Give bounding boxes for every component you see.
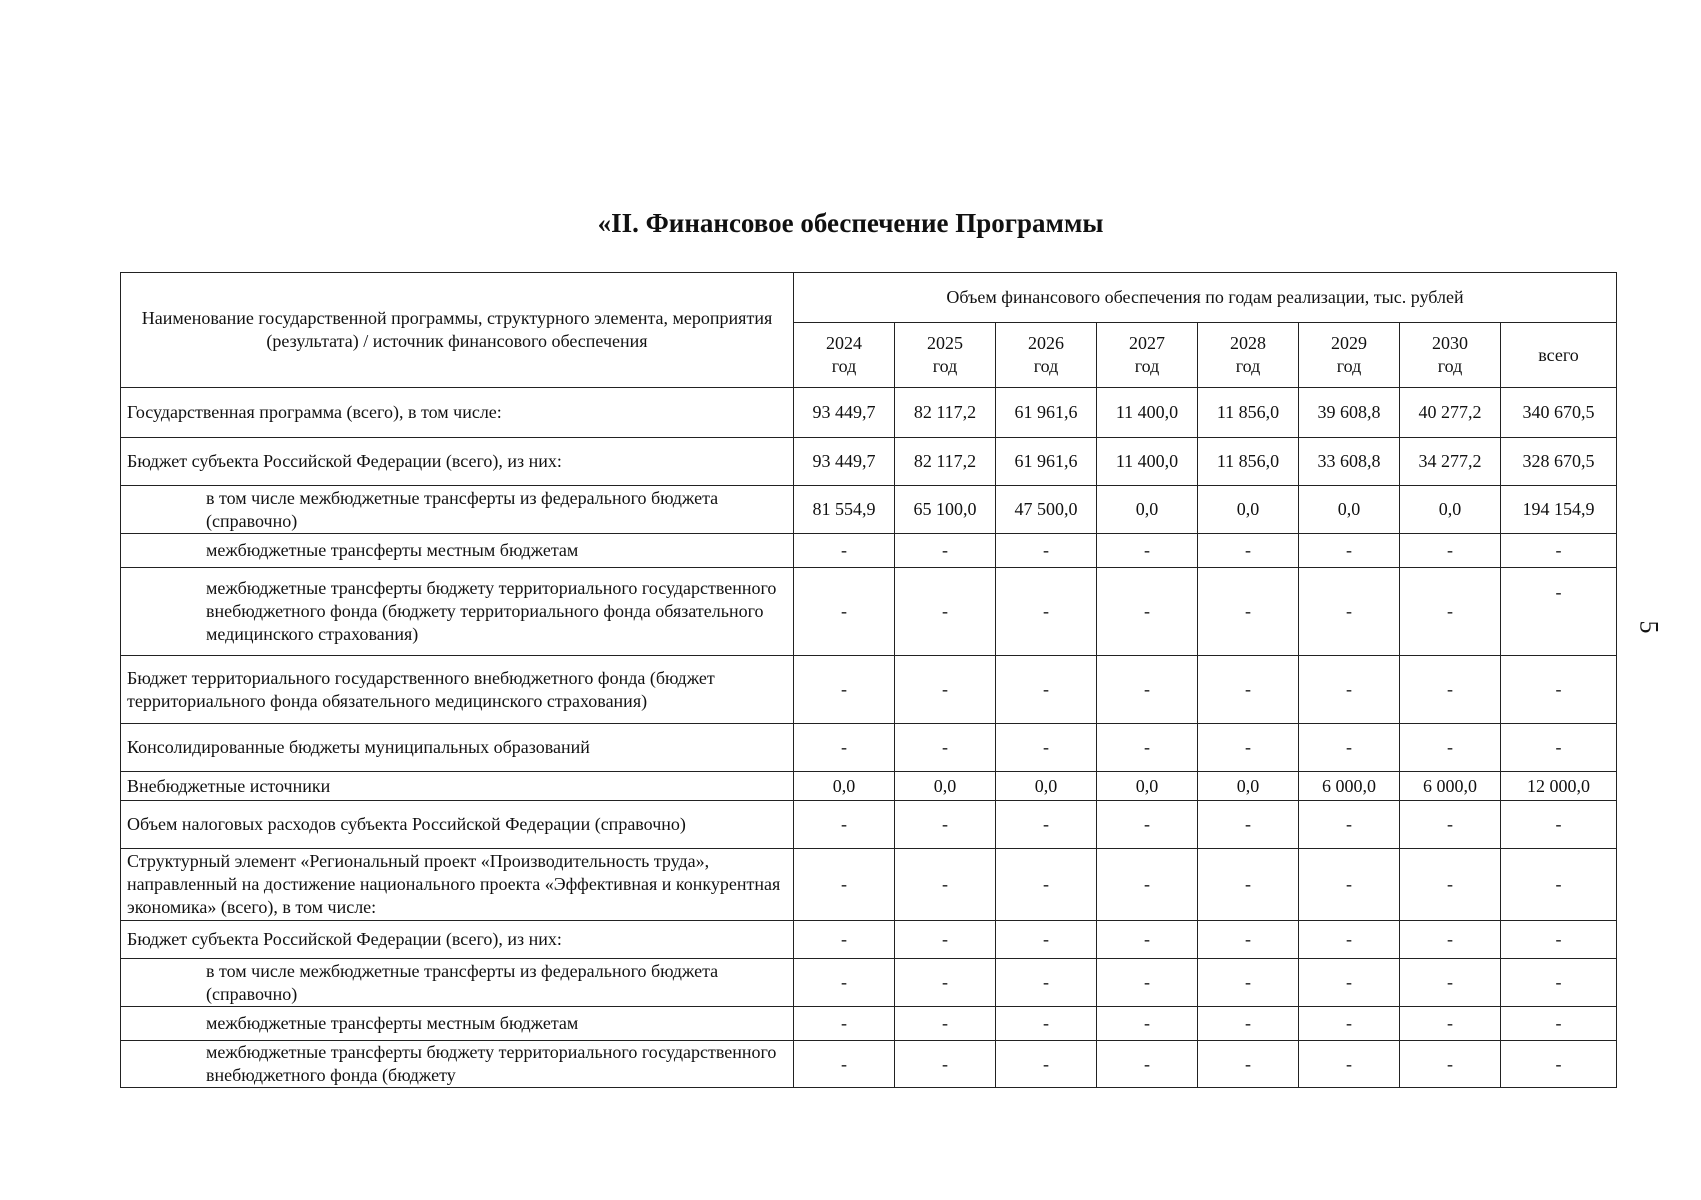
row-year-value: - bbox=[1400, 849, 1501, 921]
row-year-value: 0,0 bbox=[996, 772, 1097, 801]
table-row bbox=[121, 849, 1617, 921]
header-year-value: 2030 bbox=[1432, 333, 1468, 353]
row-year-value: 11 400,0 bbox=[1097, 388, 1198, 438]
row-year-value: - bbox=[996, 849, 1097, 921]
row-year-value: - bbox=[895, 921, 996, 959]
header-year-value: 2029 bbox=[1331, 333, 1367, 353]
row-year-value: 11 856,0 bbox=[1198, 438, 1299, 486]
row-year-value: - bbox=[1400, 656, 1501, 724]
row-year-value: - bbox=[794, 921, 895, 959]
header-year-unit: год bbox=[1033, 356, 1059, 376]
header-year-value: 2025 bbox=[927, 333, 963, 353]
header-year-value: 2028 bbox=[1230, 333, 1266, 353]
row-year-value: - bbox=[1299, 534, 1400, 568]
row-year-value: 82 117,2 bbox=[895, 438, 996, 486]
row-year-value: - bbox=[1299, 568, 1400, 656]
row-year-value: 34 277,2 bbox=[1400, 438, 1501, 486]
row-year-value: - bbox=[895, 959, 996, 1007]
row-year-value: 39 608,8 bbox=[1299, 388, 1400, 438]
row-year-value: - bbox=[1299, 849, 1400, 921]
row-year-value: - bbox=[1400, 534, 1501, 568]
table-row bbox=[121, 1007, 1617, 1041]
header-total: всего bbox=[1501, 323, 1617, 388]
row-year-value: - bbox=[794, 656, 895, 724]
row-year-value: - bbox=[1097, 568, 1198, 656]
table-row bbox=[121, 656, 1617, 724]
row-year-value: - bbox=[1198, 849, 1299, 921]
row-year-value: 0,0 bbox=[1400, 486, 1501, 534]
row-year-value: 93 449,7 bbox=[794, 438, 895, 486]
financing-table bbox=[120, 272, 1617, 1088]
row-name: Государственная программа (всего), в том числе: bbox=[121, 388, 794, 438]
row-year-value: 11 400,0 bbox=[1097, 438, 1198, 486]
table-row bbox=[121, 534, 1617, 568]
header-year bbox=[1400, 323, 1501, 388]
row-total-value: 340 670,5 bbox=[1501, 388, 1617, 438]
row-year-value: - bbox=[1097, 656, 1198, 724]
row-year-value: - bbox=[794, 1007, 895, 1041]
row-year-value: - bbox=[996, 656, 1097, 724]
row-year-value: 33 608,8 bbox=[1299, 438, 1400, 486]
row-name: Внебюджетные источники bbox=[121, 772, 794, 801]
row-total-value: - bbox=[1501, 921, 1617, 959]
row-year-value: 0,0 bbox=[1097, 772, 1198, 801]
row-year-value: - bbox=[996, 724, 1097, 772]
row-year-value: - bbox=[1198, 801, 1299, 849]
row-year-value: - bbox=[1198, 1041, 1299, 1088]
row-total-value: 194 154,9 bbox=[1501, 486, 1617, 534]
row-year-value: - bbox=[996, 921, 1097, 959]
row-year-value: - bbox=[895, 724, 996, 772]
row-year-value: 61 961,6 bbox=[996, 438, 1097, 486]
row-year-value: - bbox=[895, 849, 996, 921]
header-year bbox=[1097, 323, 1198, 388]
row-year-value: - bbox=[794, 724, 895, 772]
row-name: межбюджетные трансферты бюджету территориального государственного внебюджетного фонда (бюджету территориального фонда обязательного медицинского страхования) bbox=[121, 568, 794, 656]
row-year-value: - bbox=[1400, 568, 1501, 656]
row-name: Структурный элемент «Региональный проект «Производительность труда», направленный на достижение национального проекта «Эффективная и конкурентная экономика» (всего), в том числе: bbox=[121, 849, 794, 921]
table-row bbox=[121, 921, 1617, 959]
row-year-value: - bbox=[1198, 568, 1299, 656]
row-year-value: - bbox=[1400, 921, 1501, 959]
row-year-value: - bbox=[1299, 656, 1400, 724]
header-year-value: 2024 bbox=[826, 333, 862, 353]
row-year-value: - bbox=[1198, 1007, 1299, 1041]
row-year-value: - bbox=[1400, 1007, 1501, 1041]
row-year-value: - bbox=[1400, 1041, 1501, 1088]
table-row bbox=[121, 568, 1617, 656]
table-row bbox=[121, 438, 1617, 486]
row-year-value: - bbox=[1198, 656, 1299, 724]
row-year-value: 65 100,0 bbox=[895, 486, 996, 534]
row-year-value: 82 117,2 bbox=[895, 388, 996, 438]
row-year-value: 61 961,6 bbox=[996, 388, 1097, 438]
page-title: «II. Финансовое обеспечение Программы bbox=[597, 208, 1104, 238]
row-total-value: - bbox=[1501, 724, 1617, 772]
row-name: межбюджетные трансферты местным бюджетам bbox=[121, 534, 794, 568]
row-year-value: 0,0 bbox=[1198, 772, 1299, 801]
row-name: Бюджет субъекта Российской Федерации (всего), из них: bbox=[121, 921, 794, 959]
row-year-value: - bbox=[895, 1007, 996, 1041]
row-year-value: 81 554,9 bbox=[794, 486, 895, 534]
row-year-value: - bbox=[996, 801, 1097, 849]
header-year bbox=[1198, 323, 1299, 388]
header-name-column: Наименование государственной программы, структурного элемента, мероприятия (результата) / источник финансового обеспечения bbox=[121, 273, 794, 388]
row-year-value: - bbox=[1299, 921, 1400, 959]
row-total-value: 328 670,5 bbox=[1501, 438, 1617, 486]
header-year bbox=[794, 323, 895, 388]
header-year bbox=[1299, 323, 1400, 388]
row-year-value: - bbox=[1097, 1007, 1198, 1041]
row-year-value: - bbox=[996, 1041, 1097, 1088]
row-year-value: 0,0 bbox=[794, 772, 895, 801]
row-year-value: - bbox=[1299, 724, 1400, 772]
row-total-value: - bbox=[1501, 1007, 1617, 1041]
row-year-value: - bbox=[1299, 1007, 1400, 1041]
row-year-value: 0,0 bbox=[895, 772, 996, 801]
row-year-value: - bbox=[895, 534, 996, 568]
row-year-value: - bbox=[1097, 849, 1198, 921]
row-year-value: - bbox=[895, 801, 996, 849]
table-row bbox=[121, 772, 1617, 801]
row-year-value: - bbox=[996, 568, 1097, 656]
header-year-value: 2027 bbox=[1129, 333, 1165, 353]
row-total-value: - bbox=[1501, 801, 1617, 849]
row-name: Объем налоговых расходов субъекта Российской Федерации (справочно) bbox=[121, 801, 794, 849]
row-total-value: - bbox=[1501, 959, 1617, 1007]
row-year-value: 0,0 bbox=[1198, 486, 1299, 534]
row-name: Консолидированные бюджеты муниципальных образований bbox=[121, 724, 794, 772]
header-year-unit: год bbox=[1336, 356, 1362, 376]
row-year-value: - bbox=[794, 568, 895, 656]
table-body bbox=[121, 388, 1617, 1088]
row-year-value: - bbox=[1097, 724, 1198, 772]
row-year-value: - bbox=[1400, 959, 1501, 1007]
row-year-value: - bbox=[996, 959, 1097, 1007]
row-year-value: 93 449,7 bbox=[794, 388, 895, 438]
header-year-unit: год bbox=[1235, 356, 1261, 376]
table-row bbox=[121, 801, 1617, 849]
row-name: в том числе межбюджетные трансферты из федерального бюджета (справочно) bbox=[121, 486, 794, 534]
row-year-value: - bbox=[996, 1007, 1097, 1041]
row-year-value: - bbox=[794, 534, 895, 568]
row-year-value: - bbox=[794, 959, 895, 1007]
page-number: 5 bbox=[1634, 620, 1664, 634]
row-year-value: 11 856,0 bbox=[1198, 388, 1299, 438]
row-year-value: - bbox=[794, 849, 895, 921]
row-year-value: - bbox=[1198, 724, 1299, 772]
row-year-value: - bbox=[1299, 1041, 1400, 1088]
row-year-value: - bbox=[1097, 1041, 1198, 1088]
header-year-value: 2026 bbox=[1028, 333, 1064, 353]
row-year-value: - bbox=[1198, 959, 1299, 1007]
row-name: в том числе межбюджетные трансферты из федерального бюджета (справочно) bbox=[121, 959, 794, 1007]
row-year-value: 47 500,0 bbox=[996, 486, 1097, 534]
row-year-value: - bbox=[895, 656, 996, 724]
row-year-value: - bbox=[1097, 921, 1198, 959]
header-year-unit: год bbox=[932, 356, 958, 376]
row-total-value: 12 000,0 bbox=[1501, 772, 1617, 801]
table-row bbox=[121, 959, 1617, 1007]
row-name: межбюджетные трансферты местным бюджетам bbox=[121, 1007, 794, 1041]
row-year-value: - bbox=[1400, 801, 1501, 849]
row-year-value: - bbox=[895, 1041, 996, 1088]
row-year-value: 6 000,0 bbox=[1299, 772, 1400, 801]
row-total-value: - bbox=[1501, 534, 1617, 568]
row-name: Бюджет территориального государственного внебюджетного фонда (бюджет территориального фонда обязательного медицинского страхования) bbox=[121, 656, 794, 724]
header-funding-group: Объем финансового обеспечения по годам реализации, тыс. рублей bbox=[794, 273, 1617, 323]
row-year-value: - bbox=[1097, 534, 1198, 568]
row-total-value: - bbox=[1501, 568, 1617, 656]
row-name: Бюджет субъекта Российской Федерации (всего), из них: bbox=[121, 438, 794, 486]
row-year-value: 40 277,2 bbox=[1400, 388, 1501, 438]
header-year-unit: год bbox=[831, 356, 857, 376]
row-year-value: 0,0 bbox=[1299, 486, 1400, 534]
row-year-value: - bbox=[895, 568, 996, 656]
row-year-value: 6 000,0 bbox=[1400, 772, 1501, 801]
row-total-value: - bbox=[1501, 1041, 1617, 1088]
row-year-value: - bbox=[1299, 801, 1400, 849]
row-year-value: - bbox=[996, 534, 1097, 568]
row-year-value: - bbox=[1097, 801, 1198, 849]
row-year-value: - bbox=[1097, 959, 1198, 1007]
header-year bbox=[996, 323, 1097, 388]
row-year-value: - bbox=[794, 1041, 895, 1088]
row-year-value: - bbox=[1198, 534, 1299, 568]
row-year-value: - bbox=[1299, 959, 1400, 1007]
row-year-value: - bbox=[1198, 921, 1299, 959]
row-total-value: - bbox=[1501, 656, 1617, 724]
header-year-unit: год bbox=[1134, 356, 1160, 376]
table-row bbox=[121, 388, 1617, 438]
row-total-value: - bbox=[1501, 849, 1617, 921]
header-year bbox=[895, 323, 996, 388]
table-row bbox=[121, 486, 1617, 534]
row-year-value: 0,0 bbox=[1097, 486, 1198, 534]
row-year-value: - bbox=[794, 801, 895, 849]
table-row bbox=[121, 724, 1617, 772]
row-name: межбюджетные трансферты бюджету территориального государственного внебюджетного фонда (бюджету bbox=[121, 1041, 794, 1088]
row-year-value: - bbox=[1400, 724, 1501, 772]
header-year-unit: год bbox=[1437, 356, 1463, 376]
table-row bbox=[121, 1041, 1617, 1088]
